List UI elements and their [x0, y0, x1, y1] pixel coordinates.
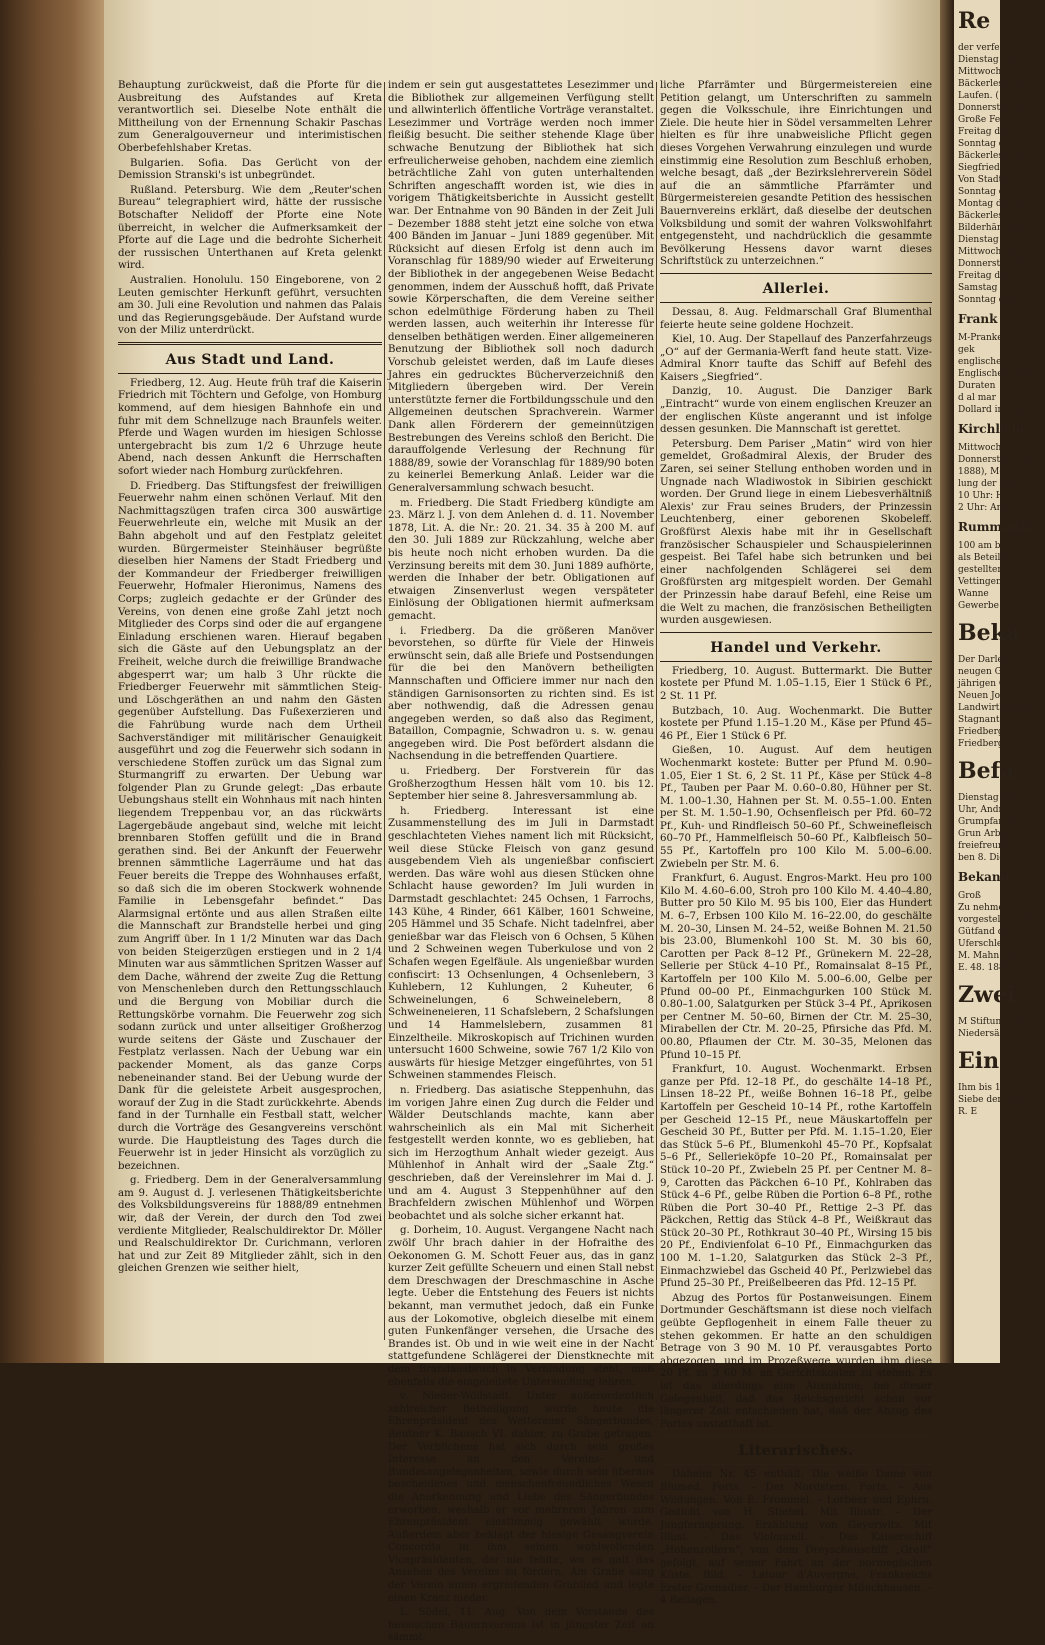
section-heading-allerlei: Allerlei.	[762, 280, 830, 297]
adjacent-page-line: 1888), Morgen	[958, 467, 1026, 477]
column-divider	[656, 82, 657, 1340]
adjacent-page-line: Befa	[958, 758, 1015, 784]
section-rule	[660, 273, 932, 274]
article-text: Abzug des Portos für Postanweisungen. Einem Dortmunder Geschäftsmann ist diese noch vielfach geübte Gepflogenheit in einem Falle theuer zu stehen gekommen. Er hatte an den schuldigen Betrage von 3 90 M. 10 Pf. verausgabtes Porto abgezogen, und im Prozeßwege wurden ihm diese 20 Pf. zu 3 60 M. an Gerichtskosten zu stehen. Es ist das allerdings eine Ausnahme, bei dieser Gelegenheit, daß das Reichsgericht schon vor längerer Zeit entschieden hat, daß der Abzug des Portos unstatthaft ist.	[660, 1292, 932, 1430]
article-text: indem er sein gut ausgestattetes Lesezimmer und die Bibliothek zur allgemeinen Verfügung stellt und allwinterlich öffentliche Vorträge veranstaltet. Lesezimmer und Vorträge werden noch immer fleißig besucht. Die seither stehende Klage über schwache Benutzung der Bibliothek hat sich erfreulicherweise gehoben, nachdem eine ziemlich beträchtliche Zahl von guten unterhaltenden Schriften angeschafft worden ist, wie dies in vorigem Thätigkeitsberichte in Aussicht gestellt war. Der Entnahme von 90 Bänden in der Zeit Juli – Dezember 1888 steht jetzt eine solche von etwa 400 Bänden im Januar – Juni 1889 gegenüber. Mit Rücksicht auf diesen Erfolg ist denn auch im Voranschlag für 1889/90 wieder auf Erweiterung der Bibliothek in der angegebenen Weise Bedacht genommen, indem der Ausschuß hofft, daß Private sowie Körperschaften, die dem Vereine seither schon edelmüthige Förderung haben zu Theil werden lassen, auch weiterhin ihr Interesse für denselben bethätigen werden. Einer allgemeineren Benutzung der Bibliothek soll noch dadurch Vorschub geleistet werden, daß im Laufe dieses Jahres ein gedrucktes Bücherverzeichniß den Mitgliedern übergeben wird. Der Verein unterstützte ferner die Fortbildungsschule und den Allgemeinen deutschen Sprachverein. Warmer Dank allen Förderern der gemeinnützigen Bestrebungen des Vereins schloß den Bericht. Die darauffolgende Verlesung der Rechnung für 1888/89, sowie der Voranschlag für 1889/90 boten zu keinerlei Bemerkung Anlaß. Leider war die Generalversammlung schwach besucht.	[388, 80, 654, 494]
page-gutter	[940, 0, 954, 1363]
article-text: Frankfurt, 6. August. Engros-Markt. Heu pro 100 Kilo M. 4.60–6.00, Stroh pro 100 Kilo M. 4.40–4.80, Butter pro 50 Kilo M. 95 bis 100, Eier das Hundert M. 6–7, Erbsen 100 Kilo M. 16–22.00, do geschälte M. 20–30, Linsen M. 24–52, weiße Bohnen M. 21.50 bis 23.00, Blumenkohl 100 St. M. 30 bis 60, Carotten per Pack 8–12 Pf., Grünekern M. 22–28, Selleriе per Stück 4–10 Pf., Romainsalat 8–15 Pf., Kartoffeln per 100 Kilo M. 5.00–6.00, Gelbe per Pfund 00–00 Pf., Einmachgurken 100 Stück M. 0.80–1.00, Salatgurken per Stück 3–4 Pf., Aprikosen per Centner M. 50–60, Birnen der Ctr. M. 25–30, Mirabellen der Ctr. M. 20–25, Pfirsiche das Pfd. M. 00.80, Pflaumen der Ctr. M. 30–35, Melonen das Pfund 10–15 Pf.	[660, 873, 932, 1061]
article-text: i. Friedberg. Da die größeren Manöver bevorstehen, so dürfte für Viele der Hinweis erwünscht sein, daß alle Briefe und Postsendungen für die bei den Manövern betheiligten Mannschaften und Officiere immer nur nach den ständigen Garnisonsorten zu richten sind. Es ist aber nothwendig, daß die Adressen genau angegeben werden, so daß also das Regiment, Bataillon, Compagnie, Schwadron u. s. w. genau angegeben wird. Die Post befördert alsdann die Nachsendung in die betreffenden Quartiere.	[388, 625, 654, 763]
adjacent-page-line: Beka	[958, 620, 1021, 646]
article-text: h. Friedberg. Interessant ist eine Zusammenstellung des im Juli in Darmstadt geschlachteten Viehes nament lich mit Rücksicht, weil diese Stücke Fleisch von ganz gesund ausgebendem Vieh als ungenießbar confisciert werden. Das wäre wohl aus diesen Stücken ohne Schlacht hause geworden? Im Juli wurden in Darmstadt geschlachtet: 245 Ochsen, 1 Farrochs, 143 Kühe, 4 Rinder, 661 Kälber, 1601 Schweine, 205 Hämmel und 35 Schafe. Nicht tadelnfrei, aber genießbar war das Fleisch von 6 Ochsen, 5 Kühen und 2 Schweinen wegen Tuberkulose und von 2 Schafen wegen Egelfäule. Als ungenießbar wurden confiscirt: 13 Ochsenlungen, 4 Ochsenlebern, 3 Kuhlebern, 12 Kuhlungen, 2 Kuheuter, 6 Schweinelungen, 6 Schweinelebern, 8 Schweineneieren, 11 Schafslebern, 2 Schafslungen und 14 Hammelslebern, zusammen 81 Einzeltheile. Mikroskopisch auf Trichinen wurden untersucht 1600 Schweine, sowie 767 1/2 Kilo von auswärts für hiesige Metzger eingeführtes, von 51 Schweinen stammendes Fleisch.	[388, 805, 654, 1082]
adjacent-page-line: Bäckerlesfestplat	[958, 79, 1038, 89]
adjacent-page-line: Vettingen	[958, 577, 1002, 587]
adjacent-page-line: Mittwoch den 14	[958, 67, 1036, 77]
adjacent-page-line: Landwirthschaft	[958, 703, 1033, 713]
article-text: v. Nieder-Wöllstadt. Unter außerordentlich zahlreicher Betheiligung wurde heute die Ehrenpräsident des Wetterauer Sängerbundes, Rentner K. Bausch VI. dahier, zu Grabe getragen. Der Verblichene hat sich durch sein großes Interesse an den Vereins- und Bundesangelegenheiten, sowie durch sein überaus bescheidenes und menschenfreundliches Wesen die Anerkennung und Liebe des Sängerbundes erworben, weshalb er vor mehreren Jahren zum Ehrenpräsident einstimmig gewählt wurde. Außerdem aber beklagt der hiesige Gesangverein Concordia in ihm seinen wohlwollenden Vicepräsidenten, der nie fehlte, wo es galt das Ansehen des Vereins zu fördern. Am Grabe sang der Verein einen ergreifenden Grablied und legte einen Kranz nieder.	[388, 1391, 654, 1604]
adjacent-page-line: Frank	[958, 312, 998, 326]
adjacent-page-line: freiefreundli	[958, 841, 1016, 851]
adjacent-page-line: Dienstag den	[958, 793, 1019, 803]
adjacent-page-line: 100 am breit,	[958, 541, 1020, 551]
adjacent-page-line: Sonntag den 18	[958, 295, 1030, 305]
adjacent-page-line: Donnerstag den 15	[958, 103, 1045, 113]
adjacent-page-line: M Stiftungsfest	[958, 1017, 1029, 1027]
column-divider	[384, 82, 385, 1340]
article-text: liche Pfarrämter und Bürgermeistereien eine Petition gelangt, um Unterschriften zu sammeln gegen die Volksschule, ihre Einrichtungen und Ziele. Die heute hier in Södel versammelten Lehrer hielten es für ihre unabweisliche Pflicht gegen dieses Vorgehen Verwahrung einzulegen und wurde einstimmig eine Resolution zum Beschluß erhoben, welche besagt, daß „der Bezirkslehrerverein Södel auf die an sämmtliche Pfarrämter und Bürgermeistereien gesandte Petition des hessischen Bauernvereins erklärt, daß dieselbe der deutschen Volksbildung und somit der wahren Volkswohlfahrt entgegensteht, und nachdrücklich die gesammte Bevölkerung Hessens davor warnt dieses Schriftstück zu unterzeichnen.“	[660, 80, 932, 268]
article-text: L. Södel, 11. Aug. Von dem Vorstande des hessischen Bauernvereins ist in jüngster Zeit an sämmt-	[388, 1607, 654, 1644]
article-text: g. Friedberg. Dem in der Generalversammlung am 9. August d. J. verlesenen Thätigkeitsberichte des Volksbildungsvereins für 1888/89 entnehmen wir, daß der Verein, der durch den Tod zwei verdiente Mitglieder, Realschuldirektor Dr. Möller und Realschuldirektor Dr. Curichmann, verloren hat und zur Zeit 89 Mitglieder zählt, sich in den gleichen Grenzen wie seither hielt,	[118, 1175, 382, 1275]
article-text: Dessau, 8. Aug. Feldmarschall Graf Blumenthal feierte heute seine goldene Hochzeit.	[660, 306, 932, 331]
adjacent-page-line: Dienstag den 13.	[958, 55, 1036, 65]
adjacent-page-line: Donnerstag den 1	[958, 259, 1040, 269]
adjacent-page-line: d al mar	[958, 393, 996, 403]
adjacent-page-line: Laufen. (1. Z	[958, 91, 1017, 101]
article-text: m. Friedberg. Die Stadt Friedberg kündigte am 23. März l. J. von dem Anlehen d. d. 11. November 1878, Lit. A. die Nr.: 20. 21. 34. 35 à 200 M. auf den 30. Juli 1889 zur Rückzahlung, welche aber bis heute noch nicht erhoben wurden. Da die Verzinsung bereits mit dem 30. Juni 1889 aufhörte, werden die Inhaber der betr. Obligationen auf etwaigen Zinsenverlust wegen verspäteter Einlösung der Obligationen hiermit aufmerksam gemacht.	[388, 497, 654, 622]
adjacent-page-line: ben 8. Die Fu	[958, 853, 1020, 863]
adjacent-page-line: Freitag den 16. Au	[958, 271, 1044, 281]
section-rule	[660, 302, 932, 303]
adjacent-page-line: als Beteiligte	[958, 553, 1018, 563]
adjacent-page-line: Große Festt	[958, 115, 1013, 125]
adjacent-page-line: Grumpfanwie	[958, 817, 1020, 827]
adjacent-page-line: Bäckerlesfestplat	[958, 151, 1038, 161]
article-text: Danzig, 10. August. Die Danziger Bark „Eintracht“ wurde von einem englischen Kreuzer an der englischen Küste angerannt und ist infolge dessen gesunken. Die Mannschaft ist gerettet.	[660, 386, 932, 436]
article-text: Friedberg, 10. August. Buttermarkt. Die Butter kostete per Pfund M. 1.05–1.15, Eier 1 Stück 6 Pf., 2 St. 11 Pf.	[660, 665, 932, 702]
adjacent-page-line: Re	[958, 8, 991, 34]
adjacent-page-line: M-Prankenflücke	[958, 333, 1036, 343]
article-text: Australien. Honolulu. 150 Eingeborene, von 2 Leuten gemischter Herkunft geführt, versuchten am 30. Juli eine Revolution und nahmen das Palais und das Regierungsgebäude. Der Aufstand wurde von der Miliz unterdrückt.	[118, 274, 382, 337]
section-rule	[118, 342, 382, 345]
adjacent-page-line: jährigen Ge	[958, 679, 1012, 689]
article-text: D. Friedberg. Das Stiftungsfest der freiwilligen Feuerwehr nahm einen schönen Verlauf. Mit den Nachmittagszügen trafen circa 300 auswärtige Feuerwehrleute ein, welche mit Musik an der Bahn abgeholt und auf den Festplatz geleitet wurden. Bürgermeister Steinhäuser begrüßte dieselben hier Namens der Stadt Friedberg und der Kommandeur der Friedberger freiwilligen Feuerwehr, Hofmaler Hieronimus, Namens des Corps; zugleich gedachte er der Gründer des Vereins, von denen eine große Zahl jetzt noch Mitglieder des Corps sind oder die auf ergangene Einladung erschienen waren. Hierauf begaben sich die Gäste auf den Uebungsplatz an der Freiheit, welche durch die freiwillige Brandwache abgesperrt war; um halb 3 Uhr rückte die Friedberger Feuerwehr mit sämmtlichen Steig- und Löschgeräthen an und nahm den Gästen gegenüber Aufstellung. Das Fußexerzieren und die Fahrübung wurde nach dem Urtheil Sachverständiger mit militärischer Genauigkeit ausgeführt und zog die Feuerwehr sich sodann in verschiedene Stoffen zurück um das Signal zum Sturmangriff zu erwarten. Der Uebung war folgender Plan zu Grunde gelegt: „Das erbaute Uebungshaus stellt ein Wohnhaus mit nach hinten liegendem Treppenbau vor, an das rückwärts Lagergebäude angebaut sind, welche mit leicht brennbaren Stoffen gefüllt und die in Brand gerathen sind. Bei der Ankunft der Feuerwehr brennen sämmtliche Lagerräume und hat das Feuer bereits die Treppe des Wohnhauses erfaßt, so daß sich die im oberen Stockwerk wohnende Familie in Lebensgefahr befindet.“ Das Alarmsignal ertönte und aus allen Straßen eilte die Mannschaft zur Brandstelle herbei und ging zum Angriff über. In 1 1/2 Minuten war das Dach von beiden Steigerzügen erstiegen und in 2 1/4 Minuten war aus sämmtlichen Spritzen Wasser auf dem Dache, während der zweite Zug die Rettung von Menschenleben durch den Rettungsschlauch und die Bergung von Mobiliar durch die Rettungskörbe vornahm. Die Feuerwehr zog sich sodann zurück und unter allseitiger Großherzog wurde seitens der Gäste und Zuschauer der Festplatz verlassen. Nach der Uebung war ein packender Moment, als das ganze Corps nebeneinander stand. Bei der Uebung wurde der Dank für die geleistete Arbeit ausgesprochen, worauf der Zug in die Stadt zurückkehrte. Abends fand in der Turnhalle ein Festball statt, welcher durch die Vorträge des Gesangvereins verschönt wurde. Die Hauptleistung des Tages durch die Feuerwehr ist in jeder Hinsicht als vorzüglich zu bezeichnen.	[118, 480, 382, 1172]
adjacent-page-line: Stagnant Bad	[958, 715, 1021, 725]
adjacent-page-line: Neuen Johannis	[958, 691, 1031, 701]
adjacent-page-line: Mittwoch 5 Uhr	[958, 443, 1031, 453]
adjacent-page-line: Der Darlehe	[958, 655, 1014, 665]
adjacent-page-line: gek	[958, 345, 975, 355]
adjacent-page-line: englische Sove	[958, 357, 1027, 367]
article-text: Friedberg, 12. Aug. Heute früh traf die Kaiserin Friedrich mit Töchtern und Gefolge, von Homburg kommend, auf dem hiesigen Bahnhofe ein und fuhr mit dem Schnellzuge nach Braunfels weiter. Pferde und Wagen wurden im hiesigen Schlosse untergebracht bis zum 1/2 6 Uhrzuge heute Abend, nach dessen Ankunft die Herrschaften sofort wieder nach Homburg zurückfehren.	[118, 377, 382, 478]
article-text: u. Friedberg. Der Forstverein für das Großherzogthum Hessen hält vom 10. bis 12. September hier seine 8. Jahresversammlung ab.	[388, 766, 654, 803]
adjacent-page-line: Wanne	[958, 589, 989, 599]
adjacent-page-line: Niedersäß hab	[958, 1029, 1026, 1039]
section-rule	[660, 632, 932, 633]
adjacent-page-line: Bilderhämmern	[958, 223, 1030, 233]
adjacent-page-line: 10 Uhr: Ha	[958, 491, 1010, 501]
article-text: Butzbach, 10. Aug. Wochenmarkt. Die Butter kostete per Pfund 1.15–1.20 M., Käse per Pfund 45–46 Pf., Eier 1 Stück 6 Pf.	[660, 705, 932, 742]
adjacent-page-line: Donnerstag: Bei	[958, 455, 1032, 465]
adjacent-page-line: gestellten	[958, 565, 1004, 575]
article-text: Gießen, 10. August. Auf dem heutigen Wochenmarkt kostete: Butter per Pfund M. 0.90–1.05, Eier 1 St. 6, 2 St. 11 Pf., Käse per Stück 4–8 Pf., Tauben per Paar M. 0.60–0.80, Hühner per St. M. 1.00–1.30, Hahnen per St. M. 0.55–1.00. Enten per St. M. 1.50–1.90, Ochsenfleisch per Pfd. 60–72 Pf., Kuh- und Rindfleisch 50–60 Pf., Schweinefleisch 60–70 Pf., Hammelfleisch 50–60 Pf., Kalbfleisch 50–55 Pf., Kartoffeln pro 100 Kilo M. 5.00–6.00. Zwiebeln per Str. M. 6.	[660, 745, 932, 870]
adjacent-page-fragment	[954, 0, 1045, 1363]
adjacent-page-line: Uhr, Andreas	[958, 805, 1019, 815]
adjacent-page-line: Englische Impre	[958, 369, 1034, 379]
adjacent-page-line: Gütfand des	[958, 927, 1014, 937]
section-heading-handel-und-verkehr: Handel und Verkehr.	[710, 639, 882, 656]
article-text: Behauptung zurückweist, daß die Pforte für die Ausbreitung des Aufstandes auf Kreta verantwortlich sei. Dieselbe Note enthält die Mittheilung von der Ernennung Schakir Paschas zum Generalgouverneur und interimistischen Oberbefehlshaber Kretas.	[118, 80, 382, 154]
section-rule	[118, 373, 382, 374]
adjacent-page-line: Siebe der Gnit	[958, 1095, 1025, 1105]
adjacent-page-line: Duraten	[958, 381, 996, 391]
adjacent-page-line: Gewerbe	[958, 601, 999, 611]
adjacent-page-line: Groß	[958, 891, 981, 901]
adjacent-page-line: Bäckerlesfestplat	[958, 211, 1038, 221]
book-binding-edge	[0, 0, 104, 1363]
adjacent-page-line: R. E	[958, 1107, 978, 1117]
article-text: g. Dorheim, 10. August. Vergangene Nacht nach zwölf Uhr brach dahier in der Hofraithe des Oekonomen G. M. Schott Feuer aus, das in ganz kurzer Zeit gefüllte Scheuern und einen Stall nebst dem Dreschwagen der Dreschmaschine in Asche legte. Ueber die Entstehung des Feuers ist nichts bekannt, man vermuthet jedoch, daß ein Funke aus der Lokomotive, obgleich dieselbe mit einem guten Funkenfänger versehen, die Ursache des Brandes ist. Ob und in wie weit eine in der Nacht stattgefundene Schlägerei der Dienstknechte mit dem Brandausbruch in Verbindung steht, muß ebenfalls die eingeleitete Untersuchung lehren.	[388, 1225, 654, 1388]
column-3	[660, 80, 932, 1607]
article-text: Rußland. Petersburg. Wie dem „Reuter'schen Bureau“ telegraphiert wird, hätte der russische Botschafter Nelidoff der Pforte eine Note überreicht, in welcher die Aufmerksamkeit der Pforte auf die Lage und die bedrohte Sicherheit der russischen Unterthanen auf Kreta gelenkt wird.	[118, 184, 382, 272]
adjacent-page-line: Bekann	[958, 870, 1010, 884]
section-heading-stadt-und-land: Aus Stadt und Land.	[165, 351, 335, 368]
adjacent-page-line: Sonntag den 18	[958, 187, 1030, 197]
adjacent-page-line: vorgestellt. Billig	[958, 915, 1037, 925]
article-text: n. Friedberg. Das asiatische Steppenhuhn, das im vorigen Jahre einen Zug durch die Felder und Wälder Deutschlands machte, kann aber wahrscheinlich als ein Mal mit Sicherheit festgestellt werden konnte, wo es geblieben, hat sich im Herzogthum Anhalt wieder gezeigt. Aus Mühlenhof in Anhalt wird der „Saale Ztg.“ geschrieben, daß der Vereinslehrer im Mai d. J. und am 4. August 3 Steppenhühner auf den Brachfeldern zwischen Mühlenhof und Wörpen beobachtet und als solche sicher erkannt hat.	[388, 1084, 654, 1222]
adjacent-page-line: M. Mahn der	[958, 951, 1018, 961]
adjacent-page-line: Samstag den 17	[958, 283, 1032, 293]
article-text: Daheim Nr. 45 enthält: Die weiße Dame von Blumed. Forts. – Der Nordstern. Forts. – Aus Wildungen. Von E. Frommel. – Lorbeer und Ephru. Gedicht von H. Stiebel. Mit Illustr. – Der Jungfernsprung. Erzählung von Geyerwitz. Mit Illust. – Das Violoncell. – Das Kaiserschiff „Hohenzollern“, von dem Dreyschenschiff „Greif“ gefolgt, auf seiner Fahrt an der normegischen Küste. Bild. – Latour d'Auvergne, Frankreichs Erster Grenadier. – Der Hamburger Münchhausen. – 4 Beilagen.	[660, 1469, 932, 1607]
adjacent-page-line: Siegfried. (2	[958, 163, 1015, 173]
section-rule	[660, 1435, 932, 1436]
newspaper-page	[104, 0, 940, 1644]
adjacent-page-line: 2 Uhr: Andr	[958, 503, 1013, 513]
adjacent-page-line: E. 48. 1888	[958, 963, 1011, 973]
adjacent-page-line: Mittwoch den 14.	[958, 247, 1039, 257]
adjacent-page-line: Dollard in Gold	[958, 405, 1028, 415]
column-2	[388, 80, 654, 1644]
adjacent-page-line: neugen Genoß	[958, 667, 1025, 677]
adjacent-page-line: Uferschlein	[958, 939, 1011, 949]
adjacent-page-line: Montag den 19.	[958, 199, 1031, 209]
adjacent-page-line: Freitag den 16. A	[958, 127, 1038, 137]
article-text: Frankfurt, 10. August. Wochenmarkt. Erbsen ganze per Pfd. 12–18 Pf., do geschälte 14–18 Pf., Linsen 18–22 Pf., weiße Bohnen 16–18 Pf., gelbe Kartoffeln per Gescheid 10–14 Pf., rothe Kartoffeln per Gescheid 12–15 Pf., neue Mäuskartoffeln per Gescheid 30 Pf., Butter per Pfd. M. 1.15–1.20, Eier das Stück 5–6 Pf., Blumenkohl 45–70 Pf., Kopfsalat 5–6 Pf., Selleriеköpfe 10–20 Pf., Romainsalat per Stück 10–20 Pf., Zwiebeln 25 Pf. per Centner M. 8–9, Carotten das Päckchen 6–10 Pf., Kohlraben das Stück 4–6 Pf., gelbe Rüben die Portion 6–8 Pf., rothe Rüben die Port 30–40 Pf., Rettige 2–3 Pf. das Päckchen, Rettig das Stück 4–8 Pf., Weißkraut das Stück 20–30 Pf., Rothkraut 30–40 Pf., Wirsing 15 bis 20 Pf., Endivienfolat 6–10 Pf., Einmachgurken das 100 M. 1–1.20, Salatgurken das Stück 2–3 Pf., Einmachzwiebel das Gscheid 40 Pf., Perlzwiebel das Pfund 25–30 Pf., Preißelbeeren das Pfd. 12–15 Pf.	[660, 1064, 932, 1290]
adjacent-page-line: lung der Bekl	[958, 479, 1020, 489]
adjacent-page-line: Kirchliche	[958, 422, 1029, 436]
section-rule	[660, 1464, 932, 1465]
adjacent-page-line: Friedberg	[958, 727, 1004, 737]
adjacent-page-line: Zu nehme bis	[958, 903, 1020, 913]
section-heading-literarisches: Literarisches.	[738, 1443, 854, 1460]
section-rule	[660, 661, 932, 662]
adjacent-page-line: Sonntag den 17.	[958, 139, 1033, 149]
adjacent-page-line: Von Stadtthea	[958, 175, 1023, 185]
adjacent-page-line: Grun Arbeiten	[958, 829, 1024, 839]
adjacent-page-line: Friedberg	[958, 739, 1004, 749]
adjacent-page-line: Zwei	[958, 982, 1016, 1008]
adjacent-page-line: Ein	[958, 1048, 1000, 1074]
adjacent-page-line: der verfeinigt	[958, 43, 1021, 53]
column-1	[118, 80, 382, 1348]
adjacent-page-line: Ihm bis 1. Ot	[958, 1083, 1018, 1093]
adjacent-page-line: Rummagar	[958, 520, 1033, 534]
adjacent-page-line: Dienstag den 13.	[958, 235, 1036, 245]
article-text: Kiel, 10. Aug. Der Stapellauf des Panzerfahrzeugs „O“ auf der Germania-Werft fand heute statt. Vize-Admiral Knorr taufte das Schiff auf Befehl des Kaisers „Siegfried“.	[660, 334, 932, 383]
article-text: Bulgarien. Sofia. Das Gerücht von der Demission Stranski's ist unbegründet.	[118, 157, 382, 182]
article-text: Petersburg. Dem Pariser „Matin“ wird von hier gemeldet, Großadmiral Alexis, der Bruder des Zaren, sei seiner Stellung enthoben worden und in Ungnade nach Wladiwostok in Sibirien geschickt worden. Der Grund liege in einem Liebesverhältniß Alexis' zur Frau seines Bruders, der Prinzessin Leuchtenberg, einer geborenen Skobeleff. Großfürst Alexis habe mit ihr in Gesellschaft französischer Schauspieler und Schauspielerinnen gespeist. Bei Tafel habe sich betrunken und bei einer nachfolgenden Schlägerei sei dem Großfürsten arg mitgespielt worden. Der Gemahl der Prinzessin habe darauf Befehl, eine Reise um die Welt zu machen, die französischen Betheiligten wurden ausgewiesen.	[660, 438, 932, 627]
